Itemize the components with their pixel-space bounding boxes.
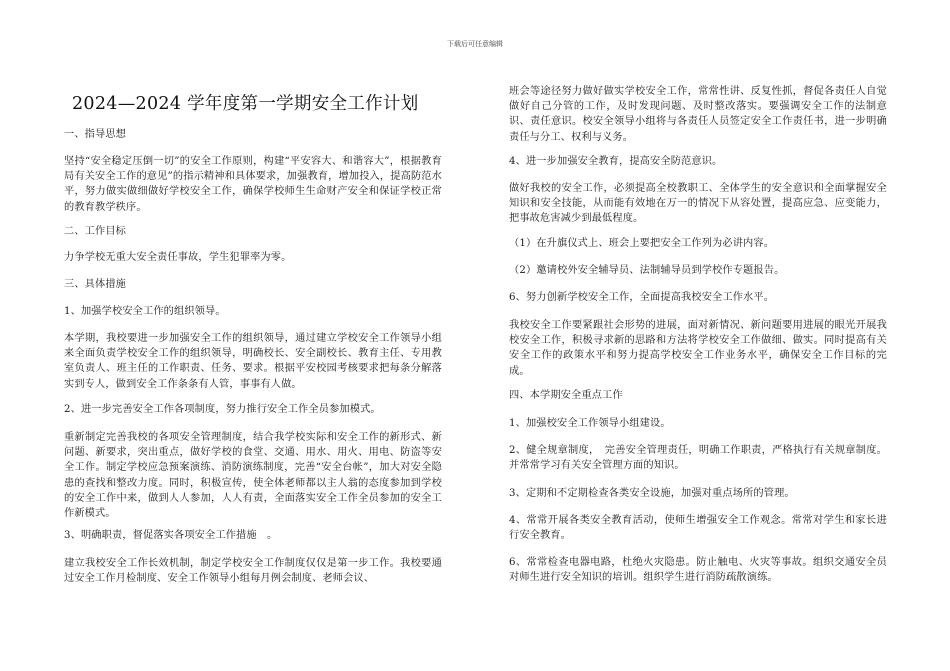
- paragraph: 重新制定完善我校的各项安全管理制度，结合我学校实际和安全工作的新形式、新问题、新要求，突出重点，做好学校的食堂、交通、用水、用火、用电、防盗等安全工作。制定学校应急预案演练、消防演练制度，完善“安全台帐”，加大对安全隐患的查找和整改力度。同时，积极宣传，使全体老师都以主人翁的态度参加到学校的安全工作中来，做到人人参加，人人有责，全面落实安全工作全员参加的安全工作新模式。: [64, 432, 442, 520]
- subheading: 6、努力创新学校安全工作，全面提高我校安全工作水平。: [509, 292, 775, 303]
- paragraph: 力争学校无重大安全责任事故，学生犯罪率为零。: [64, 252, 292, 263]
- list-item: （2）邀请校外安全辅导员、法制辅导员到学校作专题报告。: [509, 265, 785, 276]
- paragraph: 我校安全工作要紧跟社会形势的进展，面对新情况、新问题要用进展的眼光开展我校安全工作，积极寻求新的思路和方法将学校安全工作做细、做实。同时提高有关安全工作的政策水平和努力提高学校安全工作业务水平，确保安全工作目标的完成。: [509, 320, 887, 377]
- list-item: 3、定期和不定期检查各类安全设施，加强对重点场所的管理。: [509, 488, 795, 499]
- document-title: 2024—2024 学年度第一学期安全工作计划: [72, 94, 419, 114]
- subheading: 1、加强学校安全工作的组织领导。: [64, 306, 226, 317]
- paragraph: 班会等途径努力做好做实学校安全工作，常常性讲、反复性抓，督促各责任人自觉做好自己分管的工作，及时发现问题、及时整改落实。要强调安全工作的法制意识、责任意识。校安全领导小组将与各责任人员签定安全工作责任书，进一步明确责任与分工、权利与义务。: [509, 86, 887, 143]
- paragraph: 建立我校安全工作长效机制，制定学校安全工作制度仅仅是第一步工作。我校要通过安全工作月检制度、安全工作领导小组每月例会制度、老师会议、: [64, 558, 442, 585]
- heading-work-goal: 二、工作目标: [64, 226, 127, 237]
- list-item: 4、常常开展各类安全教育活动，使师生增强安全工作观念。常常对学生和家长进行安全教育。: [509, 515, 887, 542]
- subheading: 3、明确职责，督促落实各项安全工作措施 。: [64, 530, 278, 541]
- heading-key-work: 四、本学期安全重点工作: [509, 390, 623, 401]
- paragraph: 坚持“安全稳定压倒一切”的安全工作原则，构建“平安容大、和谐容大”，根据教育局有关安全工作的意见”的指示精神和具体要求，加强教育，增加投入，提高防范水平，努力做实做细做好学校安全工作，确保学校师生生命财产安全和保证学校正常的教育教学秩序。: [64, 156, 442, 213]
- subheading: 2、进一步完善安全工作各项制度，努力推行安全工作全员参加模式。: [64, 404, 381, 415]
- page-header-note: 下载后可任意编辑: [447, 40, 503, 48]
- list-item: 2、健全规章制度， 完善安全管理责任，明确工作职责，严格执行有关规章制度。并常常学习有关安全管理方面的知识。: [509, 445, 887, 472]
- list-item: 6、常常检查电器电路，杜绝火灾隐患。防止触电、火灾等事故。组织交通安全员对师生进行安全知识的培训。组织学生进行消防疏散演练。: [509, 557, 887, 584]
- paragraph: 做好我校的安全工作，必须提高全校教职工、全体学生的安全意识和全面掌握安全知识和安全技能，从而能有效地在万一的情况下从容处置，提高应急、应变能力，把事故危害减少到最低程度。: [509, 183, 887, 225]
- list-item: （1）在升旗仪式上、班会上要把安全工作列为必讲内容。: [509, 238, 775, 249]
- heading-specific-measures: 三、具体措施: [64, 279, 127, 290]
- paragraph: 本学期，我校要进一步加强安全工作的组织领导，通过建立学校安全工作领导小组来全面负责学校安全工作的组织领导，明确校长、安全副校长、教育主任、专用教室负责人、班主任的工作职责、任务、要求。根据平安校园考核要求把每条分解落实到专人，做到安全工作条条有人管，事事有人做。: [64, 333, 442, 390]
- list-item: 1、加强校安全工作领导小组建设。: [509, 418, 671, 429]
- heading-guiding-ideology: 一、指导思想: [64, 129, 127, 140]
- subheading: 4、进一步加强安全教育，提高安全防范意识。: [509, 156, 723, 167]
